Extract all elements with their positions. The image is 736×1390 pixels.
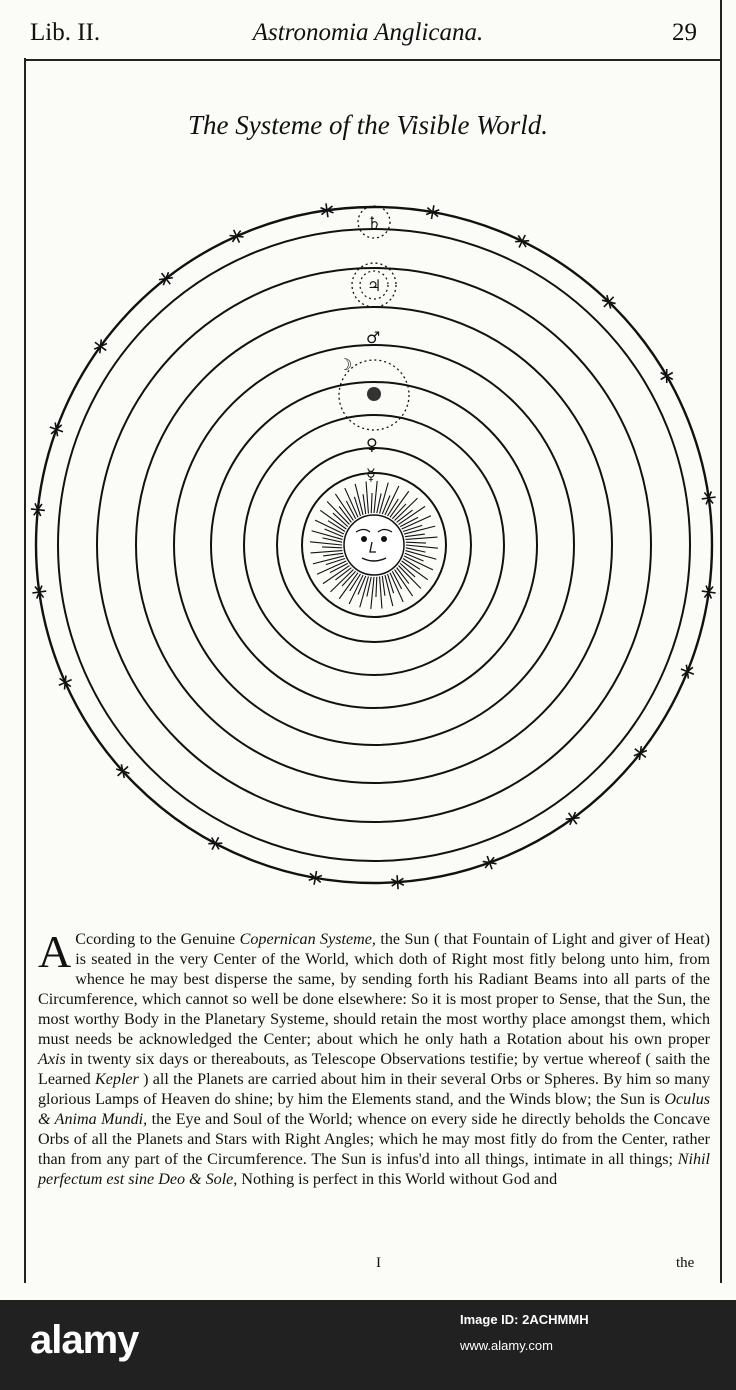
alamy-logo: alamy — [30, 1318, 139, 1362]
text-run: in twenty six days or thereabouts, as Telescope Observations testifie; by vertue whereof ( saith the Learned — [38, 1051, 710, 1088]
drop-cap: A — [38, 926, 72, 977]
running-head-title: Astronomia Anglicana. — [252, 19, 484, 46]
body-paragraph — [38, 926, 710, 1190]
sun-ray — [371, 577, 374, 609]
sun-ray — [380, 577, 382, 609]
sun-ray — [323, 566, 350, 584]
sun-ray — [399, 566, 421, 589]
sun-ray — [371, 493, 372, 513]
fixed-star-icon — [208, 837, 222, 849]
sun-ray — [406, 545, 438, 548]
jupiter-symbol: ♃ — [367, 276, 382, 295]
fixed-star-icon — [50, 423, 63, 437]
fixed-star-icon — [59, 676, 72, 690]
text-run: Ccording to the Genuine — [75, 931, 240, 948]
sun-ray — [323, 553, 343, 556]
fixed-star-icon — [681, 665, 694, 679]
image-id-value: 2ACHMMH — [522, 1312, 589, 1327]
sun-ray — [363, 494, 366, 514]
mercury-symbol: ☿ — [366, 465, 376, 484]
italic-run: Nihil perfectum est sine Deo & Sole, — [38, 1151, 710, 1188]
mars-symbol: ♂ — [366, 328, 381, 347]
page-number: 29 — [672, 19, 697, 46]
catchword: the — [676, 1255, 695, 1271]
signature-mark: I — [376, 1255, 381, 1271]
sun-ray — [406, 542, 426, 543]
sun-ray — [366, 481, 368, 513]
image-id-label: Image ID: — [460, 1312, 519, 1327]
header-rule — [24, 59, 721, 61]
sun-ray — [395, 498, 418, 520]
sun-ray — [335, 494, 353, 521]
fixed-star-icon — [515, 235, 529, 248]
italic-run: Copernican Systeme, — [239, 931, 376, 948]
fixed-star-icon — [483, 856, 497, 869]
sun-ray — [399, 506, 426, 524]
sun-ray — [374, 481, 377, 513]
plate-title: The Systeme of the Visible World. — [188, 110, 548, 140]
sun-ray — [376, 577, 377, 597]
sun-ray — [382, 576, 385, 596]
sun-ray — [310, 542, 342, 545]
text-run: ) all the Planets are carried about him in their several Orbs or Spheres. By him so many glorious Lamps of Heaven do shine; by him the Elements stand, and the Winds blow; the Sun is — [38, 1071, 710, 1108]
copernican-system-diagram — [0, 190, 736, 890]
sun-ray — [395, 570, 413, 597]
sun-ray — [310, 551, 342, 553]
sun-ray — [405, 534, 425, 537]
sun-face-icon — [310, 481, 438, 609]
italic-run: Kepler — [95, 1071, 139, 1088]
stock-url: www.alamy.com — [460, 1338, 553, 1353]
text-run: Nothing is perfect in this World without God and — [237, 1171, 558, 1188]
running-head-book: Lib. II. — [30, 19, 101, 46]
sun-ray — [327, 501, 349, 524]
text-run: the Eye and Soul of the World; whence on every side he directly beholds the Concave Orbs of all the Planets and Stars with Right Angles; which he may most fitly do from the Center, rather than from any part of the Circumference. The Sun is infus'd into all things, intimate in all things; — [38, 1111, 710, 1168]
sun-ray — [330, 570, 353, 592]
venus-symbol: ♀ — [366, 435, 378, 454]
image-id — [460, 1312, 589, 1327]
text-run: the Sun ( that Fountain of Light and giver of Heat) is seated in the very Center of the World, which doth of Right most fitly belong unto him, from whence he may best disperse the same, by sending forth his Radiant Beams into all parts of the Circumference, which cannot so well be done elsewhere: So it is most proper to Sense, that the Sun, the most worthy Body in the Planetary Systeme, should retain the most worthy place amongst them, which must needs be acknowledged the Center; about which he only hath a Rotation about his own proper — [38, 931, 710, 1048]
italic-run: Axis — [38, 1051, 66, 1068]
saturn-symbol: ♄ — [367, 213, 382, 232]
sun-ray — [406, 537, 438, 539]
fixed-star-icon — [230, 230, 244, 243]
italic-run: Oculus & Anima Mundi, — [38, 1091, 710, 1128]
sun-ray — [322, 547, 342, 548]
moon-symbol: ☽ — [338, 355, 353, 374]
